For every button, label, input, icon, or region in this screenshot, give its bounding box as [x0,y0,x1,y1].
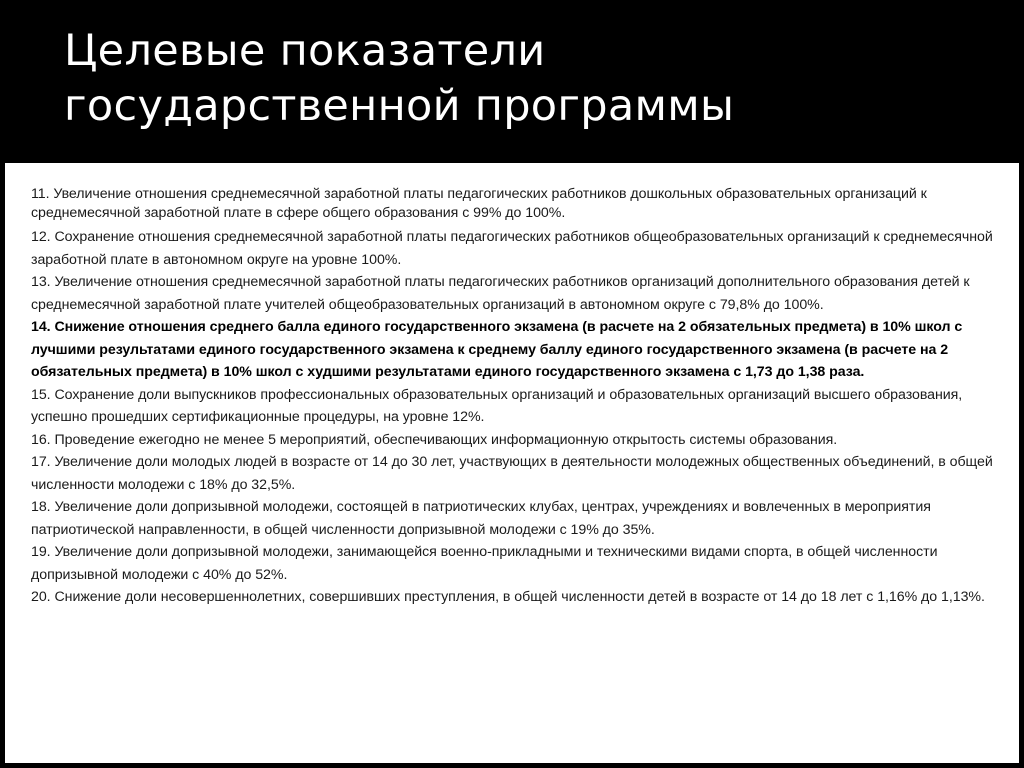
target-indicator-12: 12. Сохранение отношения среднемесячной заработной платы педагогических работников общеобразовательных организаций к среднемесячной заработной плате в автономном округе на уровне 100%. [31,229,993,268]
target-indicator-20: 20. Снижение доли несовершеннолетних, совершивших преступления, в общей численности детей в возрасте от 14 до 18 лет с 1,16% до 1,13%. [31,589,985,605]
target-indicator-19: 19. Увеличение доли допризывной молодежи, занимающейся военно-прикладными и техническими видами спорта, в общей численности допризывной молодежи с 40% до 52%. [31,544,938,583]
slide-header [0,0,1024,160]
target-indicator-18: 18. Увеличение доли допризывной молодежи, состоящей в патриотических клубах, центрах, учреждениях и вовлеченных в мероприятия патриотической направленности, в общей численности допризывной молодежи с 19% до 35%. [31,499,931,538]
target-indicator-17: 17. Увеличение доли молодых людей в возрасте от 14 до 30 лет, участвующих в деятельности молодежных общественных объединений, в общей численности молодежи с 18% до 32,5%. [31,454,993,493]
target-indicator-16: 16. Проведение ежегодно не менее 5 мероприятий, обеспечивающих информационную открытость системы образования. [31,431,838,448]
slide-content [5,163,1019,763]
slide-title-line-2: государственной программы [64,81,735,131]
slide-title [64,24,964,134]
target-indicator-11: 11. Увеличение отношения среднемесячной заработной платы педагогических работников дошкольных образовательных организаций к среднемесячной заработной плате в сфере общего образования с 99% до 100%. [31,186,927,221]
target-indicator-14: 14. Снижение отношения среднего балла единого государственного экзамена (в расчете на 2 обязательных предмета) в 10% школ с лучшими результатами единого государственного экзамена к среднему баллу единого государственного экзамена (в расчете на 2 обязательных предмета) в 10% школ с худшими результатами единого государственного экзамена с 1,73 до 1,38 раза. [31,319,963,380]
target-indicator-13: 13. Увеличение отношения среднемесячной заработной платы педагогических работников организаций дополнительного образования детей к среднемесячной заработной плате учителей общеобразовательных организаций в автономном округе с 79,8% до 100%. [31,274,970,313]
target-indicator-15: 15. Сохранение доли выпускников профессиональных образовательных организаций и образовательных организаций высшего образования, успешно прошедших сертификационные процедуры, на уровне 12%. [31,386,963,425]
slide-title-line-1: Целевые показатели [64,26,546,76]
